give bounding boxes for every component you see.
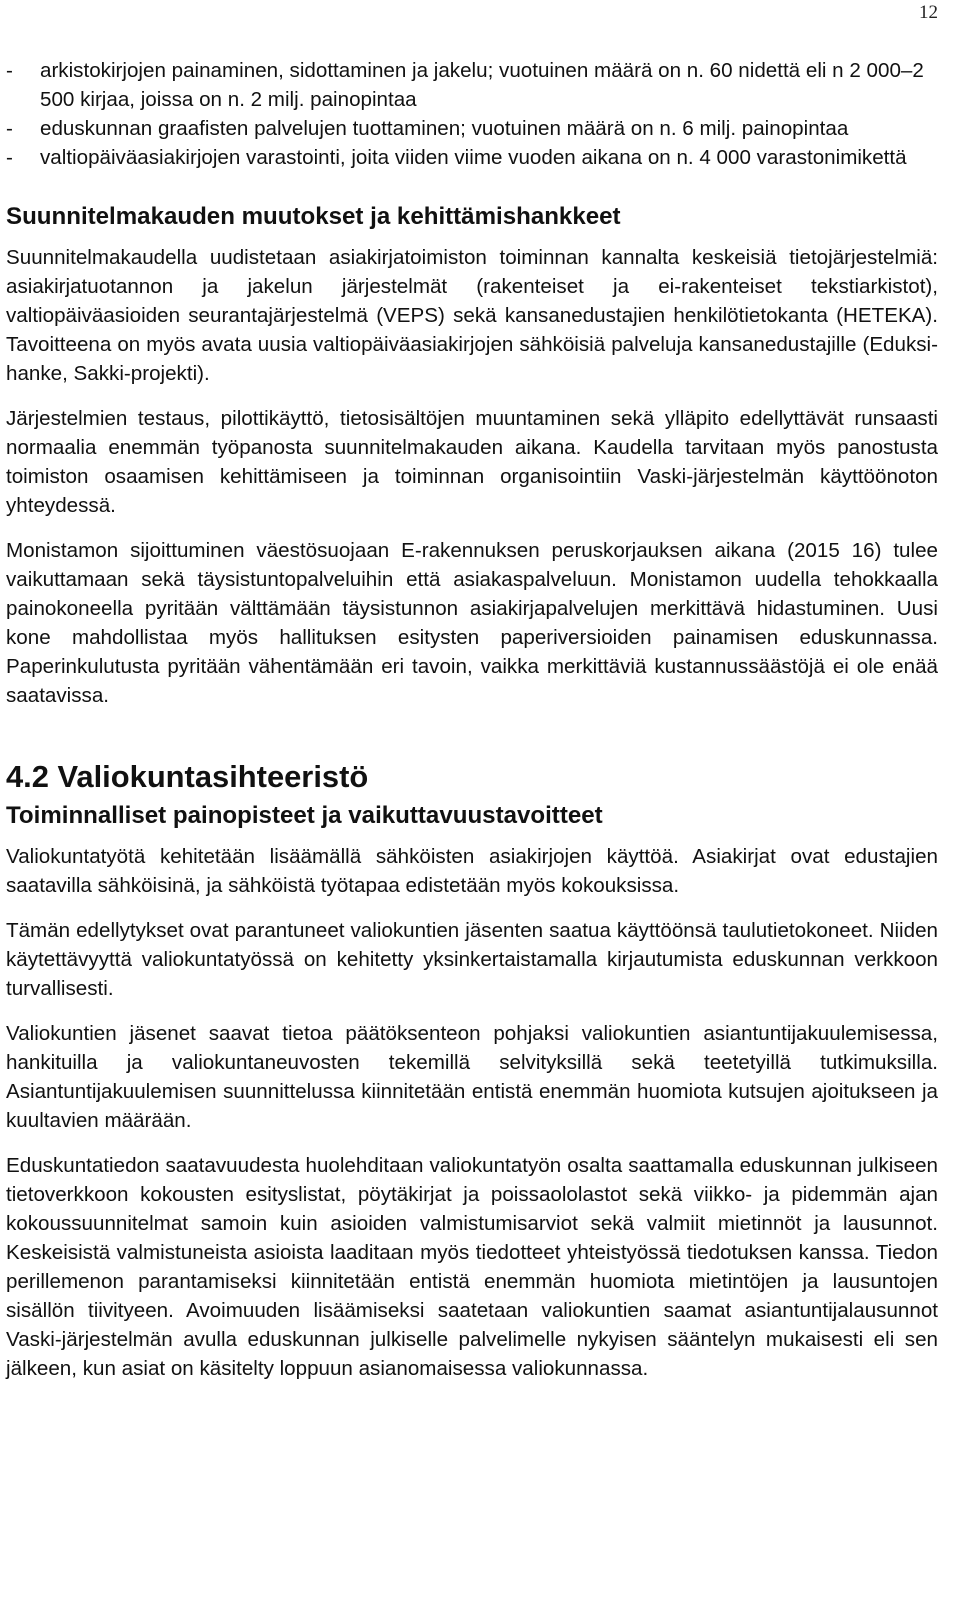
paragraph: Tämän edellytykset ovat parantuneet valiokuntien jäsenten saatua käyttöönsä taulutietokoneet. Niiden käytettävyyttä valiokuntatyössä on kehitetty yksinkertaistamalla kirjautumista eduskunnan verkkoon turvallisesti. <box>6 919 938 1000</box>
paragraph: Järjestelmien testaus, pilottikäyttö, tietosisältöjen muuntaminen sekä ylläpito edellyttävät runsaasti normaalia enemmän työpanosta suunnitelmakauden aikana. Kaudella tarvitaan myös panostusta toimiston osaamisen kehittämiseen ja toiminnan organisointiin Vaski-järjestelmän käyttöönoton yhteydessä. <box>6 407 938 517</box>
section-subheading: Toiminnalliset painopisteet ja vaikuttavuustavoitteet <box>6 802 603 829</box>
paragraph: Eduskuntatiedon saatavuudesta huolehditaan valiokuntatyön osalta saattamalla eduskunnan julkiseen tietoverkkoon kokousten esityslistat, pöytäkirjat ja poissaololastot sekä viikko- ja pidemmän ajan kokoussuunnitelmat samoin kuin asioiden valmistumisarviot sekä valmiit mietinnöt ja lausunnot. Keskeisistä valmistuneista asioista laaditaan myös tiedotteet yhteistyössä tiedotuksen kanssa. Tiedon perillemenon parantamiseksi kiinnitetään entistä enemmän huomiota mietintöjen ja lausuntojen sisällön tiivityeen. Avoimuuden lisäämiseksi saatetaan valiokuntien saamat asiantuntijalausunnot Vaski-järjestelmän avulla eduskunnan julkiselle palvelimelle nykyisen sääntelyn mukaisesti eli sen jälkeen, kun asiat on käsitelty loppuun asianomaisessa valiokunnassa. <box>6 1154 938 1380</box>
list-item-text: eduskunnan graafisten palvelujen tuottaminen; vuotuinen määrä on n. 6 milj. painopintaa <box>40 117 849 140</box>
list-item <box>6 114 938 143</box>
section-heading: Suunnitelmakauden muutokset ja kehittämishankkeet <box>6 203 621 230</box>
paragraph: Valiokuntien jäsenet saavat tietoa päätöksenteon pohjaksi valiokuntien asiantuntijakuulemisessa, hankituilla ja valiokuntaneuvosten tekemillä selvityksillä sekä teetetyillä tutkimuksilla. Asiantuntijakuulemisen suunnittelussa kiinnitetään entistä enemmän huomiota kutsujen ajoitukseen ja kuultavien määrään. <box>6 1022 938 1132</box>
list-item <box>6 143 938 172</box>
list-marker: - <box>6 146 13 169</box>
list-marker: - <box>6 59 13 82</box>
paragraph: Valiokuntatyötä kehitetään lisäämällä sähköisten asiakirjojen käyttöä. Asiakirjat ovat edustajien saatavilla sähköisinä, ja sähköistä työtapaa edistetään myös kokouksissa. <box>6 845 938 897</box>
page-number: 12 <box>919 2 938 23</box>
list-item <box>6 56 938 114</box>
page-content <box>6 56 938 1383</box>
list-item-text: valtiopäiväasiakirjojen varastointi, joita viiden viime vuoden aikana on n. 4 000 varastonimikettä <box>40 146 907 169</box>
section-title: 4.2 Valiokuntasihteeristö <box>6 759 369 794</box>
paragraph: Monistamon sijoittuminen väestösuojaan E-rakennuksen peruskorjauksen aikana (2015 16) tulee vaikuttamaan sekä täysistuntopalveluihin että asiakaspalveluun. Monistamon uudella tehokkaalla painokoneella pyritään välttämään täysistunnon asiakirjapalvelujen merkittävä hidastuminen. Uusi kone mahdollistaa myös hallituksen esitysten paperiversioiden painamisen eduskunnassa. Paperinkulutusta pyritään vähentämään eri tavoin, vaikka merkittäviä kustannussäästöjä ei ole enää saatavissa. <box>6 539 938 707</box>
list-marker: - <box>6 117 13 140</box>
paragraph: Suunnitelmakaudella uudistetaan asiakirjatoimiston toiminnan kannalta keskeisiä tietojärjestelmiä: asiakirjatuotannon ja jakelun järjestelmät (rakenteiset ja ei-rakenteiset tekstiarkistot), valtiopäiväasioiden seurantajärjestelmä (VEPS) sekä kansanedustajien henkilötietokanta (HETEKA). Tavoitteena on myös avata uusia valtiopäiväasiakirjojen sähköisiä palveluja kansanedustajille (Eduksi-hanke, Sakki-projekti). <box>6 246 938 385</box>
list-item-text: arkistokirjojen painaminen, sidottaminen ja jakelu; vuotuinen määrä on n. 60 nidettä eli n 2 000–2 500 kirjaa, joissa on n. 2 milj. painopintaa <box>40 59 924 111</box>
